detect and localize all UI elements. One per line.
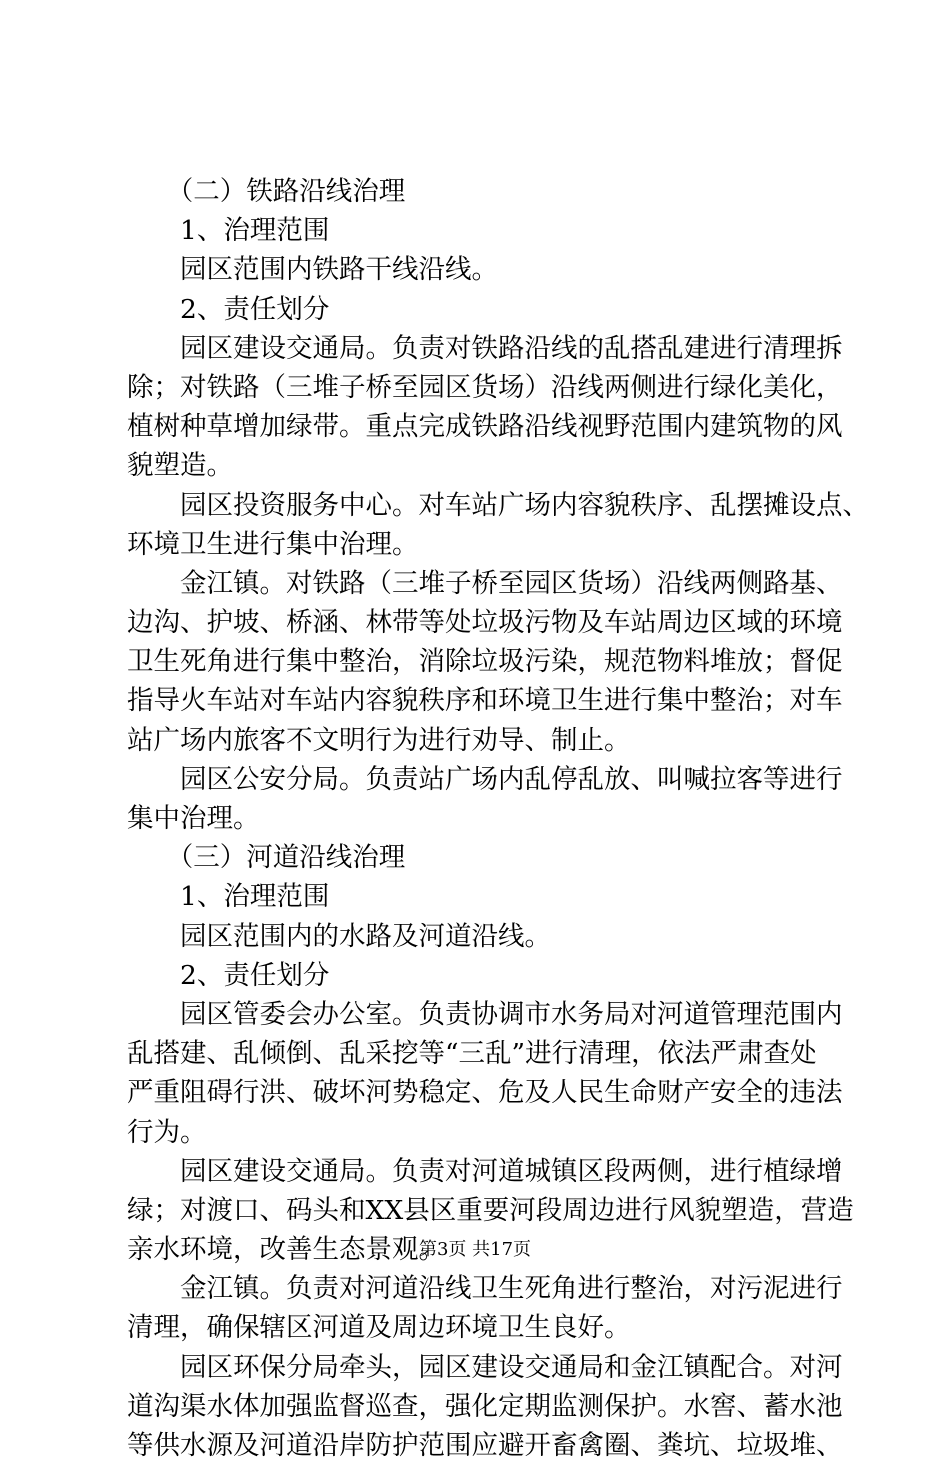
text-line: 等供水源及河道沿岸防护范围应避开畜禽圈、粪坑、垃圾堆、 — [127, 1430, 843, 1461]
text-line: 1、治理范围 — [127, 881, 330, 913]
text-line: 金江镇。负责对河道沿线卫生死角进行整治，对污泥进行 — [127, 1273, 843, 1305]
page-number-indicator: 第3页 共17页 — [418, 1239, 532, 1260]
text-line: 金江镇。对铁路（三堆子桥至园区货场）沿线两侧路基、 — [127, 567, 843, 599]
text-line: 园区公安分局。负责站广场内乱停乱放、叫喊拉客等进行 — [127, 763, 843, 795]
text-line: 乱搭建、乱倾倒、乱采挖等“三乱”进行清理，依法严肃查处 — [127, 1038, 817, 1070]
text-line: 指导火车站对车站内容貌秩序和环境卫生进行集中整治；对车 — [127, 685, 843, 717]
text-line: 除；对铁路（三堆子桥至园区货场）沿线两侧进行绿化美化， — [127, 371, 843, 403]
text-line: 2、责任划分 — [127, 293, 330, 325]
text-line: 园区范围内的水路及河道沿线。 — [127, 920, 551, 952]
text-line: 貌塑造。 — [127, 450, 233, 482]
text-line: 环境卫生进行集中治理。 — [127, 528, 419, 560]
text-line: 集中治理。 — [127, 803, 260, 834]
text-line: （三）河道沿线治理 — [127, 842, 406, 874]
text-line: 绿；对渡口、码头和XX县区重要河段周边进行风貌塑造，营造 — [127, 1194, 854, 1226]
text-line: 园区范围内铁路干线沿线。 — [127, 254, 498, 286]
text-line: 清理，确保辖区河道及周边环境卫生良好。 — [127, 1312, 631, 1344]
text-line: 园区环保分局牵头，园区建设交通局和金江镇配合。对河 — [127, 1351, 843, 1383]
text-line: 卫生死角进行集中整治，消除垃圾污染，规范物料堆放；督促 — [127, 646, 843, 678]
page-footer — [0, 1238, 950, 1262]
text-line: 植树种草增加绿带。重点完成铁路沿线视野范围内建筑物的风 — [127, 411, 843, 443]
text-line: 严重阻碍行洪、破坏河势稳定、危及人民生命财产安全的违法 — [127, 1077, 843, 1109]
text-line: 行为。 — [127, 1116, 207, 1148]
text-line: 1、治理范围 — [127, 215, 330, 247]
text-line: 园区投资服务中心。对车站广场内容貌秩序、乱摆摊设点、 — [127, 489, 869, 521]
text-line: 道沟渠水体加强监督巡查，强化定期监测保护。水窖、蓄水池 — [127, 1390, 843, 1422]
document-body — [127, 172, 869, 1465]
text-line: 园区管委会办公室。负责协调市水务局对河道管理范围内 — [127, 998, 843, 1030]
text-line: 亲水环境，改善生态景观。 — [127, 1234, 445, 1266]
text-line: 站广场内旅客不文明行为进行劝导、制止。 — [127, 724, 631, 756]
text-line: 边沟、护坡、桥涵、林带等处垃圾污物及车站周边区域的环境 — [127, 607, 843, 639]
text-line: 园区建设交通局。负责对河道城镇区段两侧，进行植绿增 — [127, 1155, 843, 1187]
text-line: 园区建设交通局。负责对铁路沿线的乱搭乱建进行清理拆 — [127, 332, 843, 364]
text-line: （二）铁路沿线治理 — [127, 176, 406, 207]
text-line: 2、责任划分 — [127, 959, 330, 991]
